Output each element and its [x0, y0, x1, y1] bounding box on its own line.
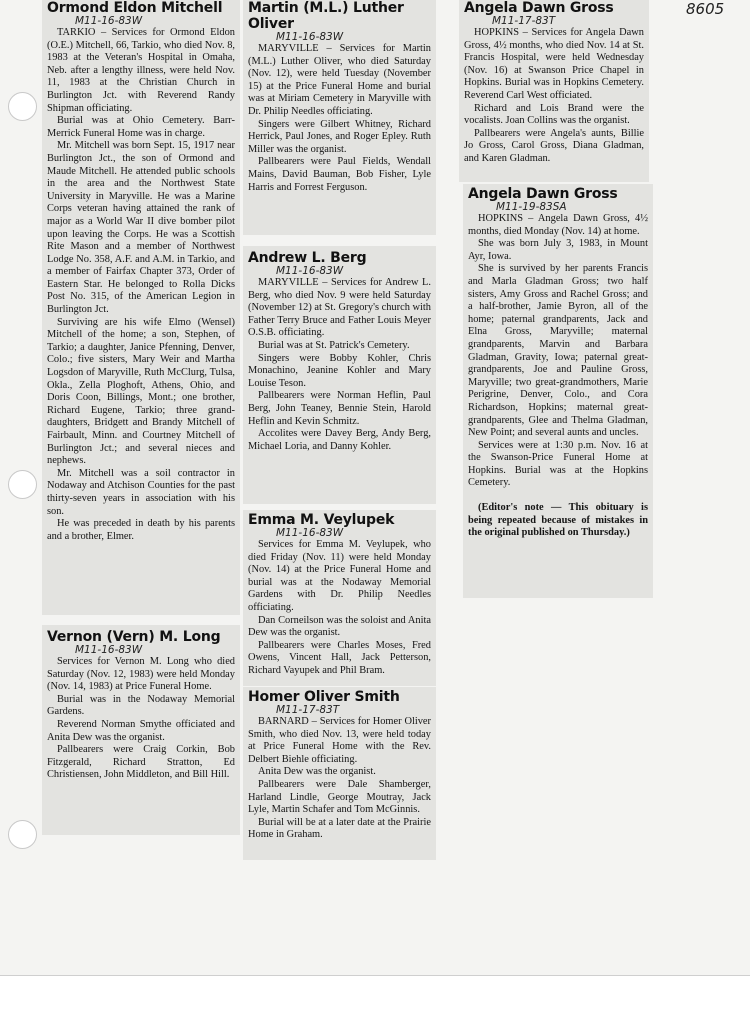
obituary-angela-gross-services — [459, 0, 649, 182]
obituary-title: Andrew L. Berg — [248, 250, 367, 266]
obituary-paragraph: Services for Emma M. Veylupek, who died Friday (Nov. 11) were held Monday (Nov. 14) at the Price Funeral Home and burial was at the Nodaway Memorial Gardens with Dr. Philip Needles officiating. — [248, 539, 431, 613]
obituary-title: Ormond Eldon Mitchell — [47, 0, 223, 16]
obituary-title: Angela Dawn Gross — [464, 0, 614, 16]
obituary-paragraph: MARYVILLE – Services for Martin (M.L.) Luther Oliver, who died Saturday (Nov. 12), were held Tuesday (November 15) at the Price Funeral Home and burial was at Miriam Cemetery in Maryville with Dr. Philip Needles officiating. — [248, 43, 431, 117]
obituary-homer-smith — [243, 687, 436, 860]
obituary-martin-oliver — [243, 0, 436, 235]
handwritten-note: M11-16-83W — [276, 265, 344, 277]
obituary-paragraph: Burial was at St. Patrick's Cemetery. — [258, 339, 410, 351]
handwritten-note: M11-16-83W — [276, 31, 344, 43]
obituary-vernon-long — [42, 625, 240, 835]
handwritten-note: M11-19-83SA — [496, 201, 567, 213]
obituary-paragraph: Mr. Mitchell was a soil contractor in Nodaway and Atchison Counties for the past thirty-seven years in association with his son. — [47, 467, 235, 517]
obituary-paragraph: Pallbearers were Dale Shamberger, Harland Lindle, George Moutray, Jack Lyle, Martin Schafer and Tom McGinnis. — [248, 778, 431, 816]
obituary-paragraph: Burial was at Ohio Cemetery. Barr-Merrick Funeral Home was in charge. — [47, 115, 235, 139]
obituary-paragraph: She is survived by her parents Francis and Marla Gladman Gross; two half sisters, Amy Gross and Rachel Gross; and a half-brother, Jamie Byron, all of the home; paternal grandparents, Jack and Elna Gross, Maryville; maternal grandparents, Marvin and Barbara Gladman, Gravity, Iowa; paternal great-grandparents, Joe and Pauline Gross, Maryville; two great-grandmothers, Marie Perigrine, Denver, Colo., and Cora Richardson, Hopkins; maternal great-grandparents, Glee and Thelma Gladman, New Point; and several aunts and uncles. — [468, 263, 648, 439]
handwritten-note: M11-16-83W — [276, 527, 344, 539]
obituary-paragraph: Richard and Lois Brand were the vocalists. Joan Collins was the organist. — [464, 102, 644, 127]
obituary-paragraph: Accolites were Davey Berg, Andy Berg, Michael Loria, and Danny Kohler. — [248, 428, 431, 452]
obituary-title: Emma M. Veylupek — [248, 512, 395, 528]
obituary-paragraph: HOPKINS – Angela Dawn Gross, 4½ months, died Monday (Nov. 14) at home. — [468, 213, 648, 237]
obituary-paragraph: Burial will be at a later date at the Prairie Home in Graham. — [248, 816, 431, 841]
obituary-paragraph: Anita Dew was the organist. — [258, 766, 376, 778]
obituary-title: Homer Oliver Smith — [248, 689, 400, 705]
obituary-paragraph: MARYVILLE – Services for Andrew L. Berg, who died Nov. 9 were held Saturday (November 12) at St. Gregory's church with Father Terry Bruce and Father Louis Meyer O.S.B. officiating. — [248, 277, 431, 339]
obituary-paragraph: Burial was in the Nodaway Memorial Gardens. — [47, 693, 235, 718]
obituary-paragraph: Pallbearers were Norman Heflin, Paul Berg, John Teaney, Bennie Stein, Harold Heflin and Kevin Schmitz. — [248, 390, 431, 427]
obituary-title: Vernon (Vern) M. Long — [47, 629, 221, 645]
obituary-paragraph: She was born July 3, 1983, in Mount Ayr, Iowa. — [468, 238, 648, 262]
obituary-paragraph: Services were at 1:30 p.m. Nov. 16 at the Swanson-Price Funeral Home at Hopkins. Burial was at the Hopkins Cemetery. — [468, 439, 648, 489]
handwritten-note: M11-17-83T — [492, 15, 556, 27]
obituary-title: Angela Dawn Gross — [468, 186, 618, 202]
obituary-angela-gross — [463, 184, 653, 598]
obituary-paragraph: Mr. Mitchell was born Sept. 15, 1917 near Burlington Jct., the son of Ormond and Maude Mitchell. He attended public schools in the area and the Northwest State University in Maryville. He was a Marine Corps veteran having attained the rank of major as a World War II dive bomber pilot upon leaving the Corps. He was a Scottish Rite Mason and a member of Northwest Lodge No. 358, A.F. and A.M. in Tarkio, and a member of Fairfax Chapter 373, Order of Eastern Star. He belonged to Rolla Dicks Post No. 315, of the American Legion in Burlington Jct. — [47, 140, 235, 316]
obituary-paragraph: Dan Corneilson was the soloist and Anita Dew was the organist. — [248, 614, 431, 639]
obituary-paragraph: Singers were Gilbert Whitney, Richard Herrick, Paul Jones, and Roger Epley. Ruth Miller was the organist. — [248, 118, 431, 155]
obituary-paragraph: Pallbearers were Craig Corkin, Bob Fitzgerald, Richard Stratton, Ed Christiensen, John Middleton, and Bill Hill. — [47, 744, 235, 781]
obituary-paragraph: Pallbearers were Paul Fields, Wendall Mains, David Bauman, Bob Fisher, Lyle Harris and Forrest Ferguson. — [248, 156, 431, 193]
editor-note: (Editor's note — This obituary is being repeated because of mistakes in the original published on Thursday.) — [468, 502, 648, 539]
obituary-paragraph: TARKIO – Services for Ormond Eldon (O.E.) Mitchell, 66, Tarkio, who died Nov. 8, 1983 at the Veteran's Hospital in Omaha, Neb. after a lengthy illness, were held Nov. 11, 1983 at the Christian Church in Burlington Jct. with Reverend Randy Shipman officiating. — [47, 27, 235, 114]
page-number: 8605 — [686, 0, 725, 18]
obituary-paragraph: He was preceded in death by his parents and a brother, Elmer. — [47, 518, 235, 542]
obituary-paragraph: Surviving are his wife Elmo (Wensel) Mitchell of the home; a son, Stephen, of Tarkio; a daughter, Janice Pfenning, Denver, Colo.; five sisters, Mary Weir and Martha Logsdon of Maryville, Ruth McClurg, Tulsa, Okla., Zella Ploghoft, Athens, Ohio, and Doris Coon, Billings, Mont.; one brother, Richard Eugene, Tarkio; three grand-daughters, Bridgett and Brandy Mitchell of Fairbault, Minn. and Courtney Mitchell of Burlington Jct.; and several nieces and nephews. — [47, 316, 235, 467]
handwritten-note: M11-17-83T — [276, 704, 340, 716]
obituary-emma-veylupek — [243, 510, 436, 686]
punch-hole — [8, 92, 37, 121]
obituary-paragraph: Services for Vernon M. Long who died Saturday (Nov. 12, 1983) were held Monday (Nov. 14, 1983) at Price Funeral Home. — [47, 656, 235, 693]
obituary-paragraph: HOPKINS – Services for Angela Dawn Gross, 4½ months, who died Nov. 14 at St. Francis Hospital, were held Wednesday (Nov. 16) at Swanson Price Chapel in Hopkins. Burial was in Hopkins Cemetery. Reverend Carl West officiated. — [464, 27, 644, 101]
obituary-paragraph: Pallbearers were Charles Moses, Fred Owens, Vincent Hall, Jack Petterson, Richard Vayupek and Phil Bram. — [248, 639, 431, 676]
handwritten-note: M11-16-83W — [75, 15, 143, 27]
handwritten-note: M11-16-83W — [75, 644, 143, 656]
punch-hole — [8, 470, 37, 499]
obituary-paragraph: BARNARD – Services for Homer Oliver Smith, who died Nov. 13, were held today at Price Funeral Home with the Rev. Delbert Biehle officiating. — [248, 716, 431, 765]
obituary-title: Martin (M.L.) Luther Oliver — [248, 0, 404, 32]
punch-hole — [8, 820, 37, 849]
obituary-ormond-mitchell — [42, 0, 240, 615]
obituary-andrew-berg — [243, 246, 436, 504]
obituary-paragraph: Singers were Bobby Kohler, Chris Monachino, Jeanine Kohler and Mary Louise Teson. — [248, 352, 431, 389]
obituary-paragraph: Pallbearers were Angela's aunts, Billie Jo Gross, Carol Gross, Diana Gladman, and Karen Gladman. — [464, 127, 644, 164]
obituary-paragraph: Reverend Norman Smythe officiated and Anita Dew was the organist. — [47, 718, 235, 743]
